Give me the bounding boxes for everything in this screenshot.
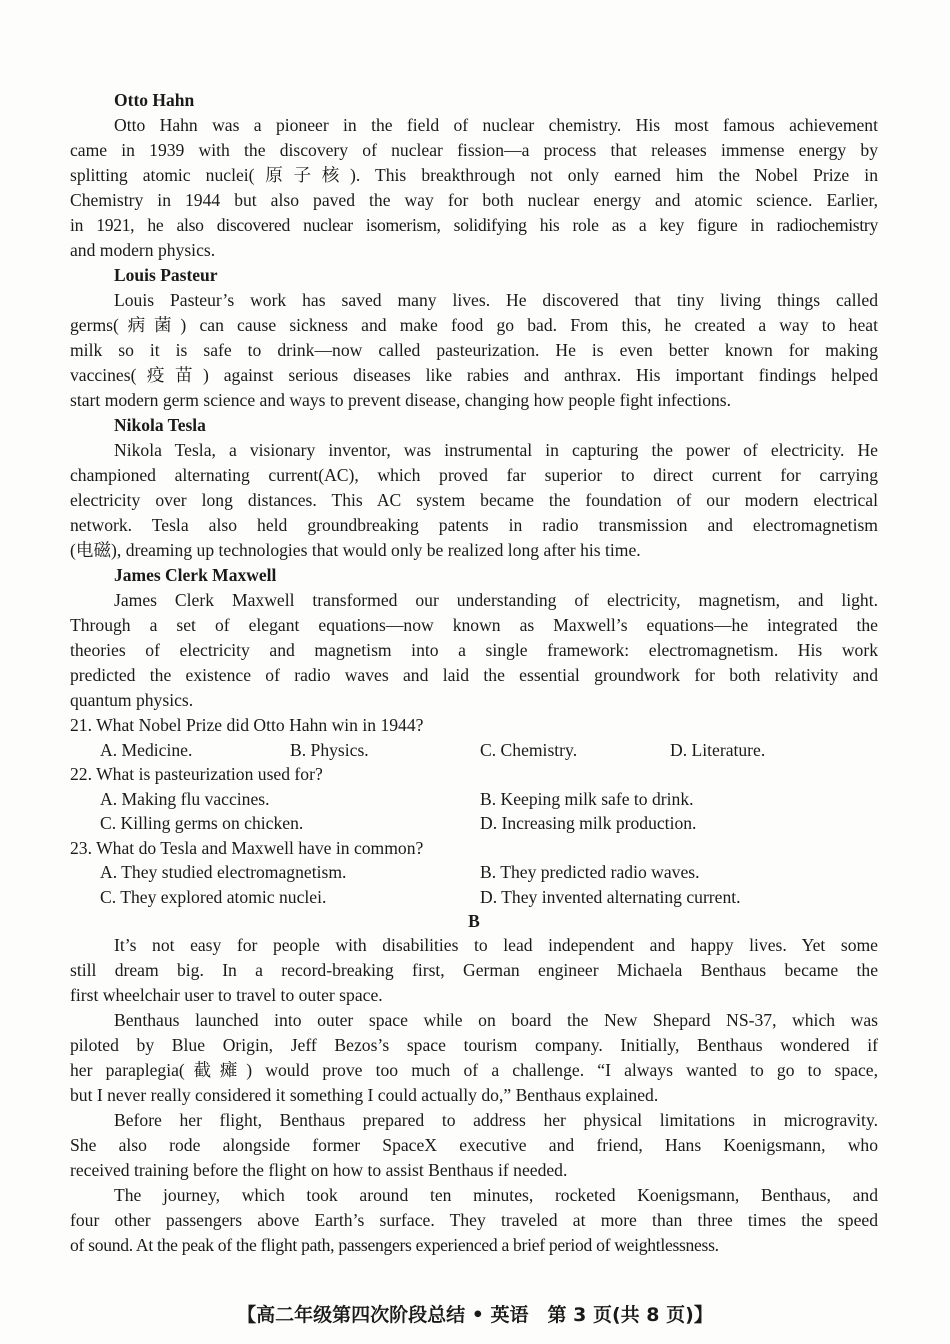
text-line: theories of electricity and magnetism into a single framework: electromagnetism. His work (70, 640, 878, 660)
section-heading: Louis Pasteur (114, 265, 218, 285)
question-22: 22. What is pasteurization used for? (70, 764, 323, 784)
option-a: A. Medicine. (100, 739, 193, 760)
question-21-options (70, 738, 878, 763)
option-a: A. They studied electromagnetism. (100, 862, 347, 882)
text-line: James Clerk Maxwell transformed our understanding of electricity, magnetism, and light. (114, 590, 878, 610)
text-line: germs(病菌) can cause sickness and make food go bad. From this, he created a way to heat (70, 315, 878, 335)
text-line: Chemistry in 1944 but also paved the way for both nuclear energy and atomic science. Earlier, (70, 190, 878, 210)
text-line: start modern germ science and ways to prevent disease, changing how people fight infections. (70, 390, 732, 410)
text-line: splitting atomic nuclei(原子核). This breakthrough not only earned him the Nobel Prize in (70, 165, 878, 185)
passage-b (70, 933, 878, 1258)
text-line: vaccines(疫苗) against serious diseases like rabies and anthrax. His important findings helped (70, 365, 878, 385)
text-line: (电磁), dreaming up technologies that would only be realized long after his time. (70, 540, 641, 560)
text-line: her paraplegia(截瘫) would prove too much of a challenge. “I always wanted to go to space, (70, 1060, 878, 1080)
text-line: Nikola Tesla, a visionary inventor, was instrumental in capturing the power of electricity. He (114, 440, 878, 460)
text-line: received training before the flight on how to assist Benthaus if needed. (70, 1160, 568, 1180)
text-line: came in 1939 with the discovery of nuclear fission—a process that releases immense energy by (70, 140, 878, 160)
text-line: in 1921, he also discovered nuclear isomerism, solidifying his role as a key figure in radiochemistry (70, 215, 878, 235)
section-james-clerk-maxwell (70, 563, 878, 713)
section-b-label: B (468, 911, 480, 931)
text-line: of sound. At the peak of the flight path, passengers experienced a brief period of weightlessness. (70, 1235, 719, 1255)
paragraph (70, 1008, 878, 1108)
paragraph (70, 1183, 878, 1258)
option-c: C. Killing germs on chicken. (100, 813, 304, 833)
questions (70, 713, 878, 909)
text-line: championed alternating current(AC), which proved far superior to direct current for carrying (70, 465, 878, 485)
text-line: predicted the existence of radio waves and laid the essential groundwork for both relativity and (70, 665, 878, 685)
text-line: Louis Pasteur’s work has saved many lives. He discovered that tiny living things called (114, 290, 878, 310)
text-line: electricity over long distances. This AC system became the foundation of our modern electrical (70, 490, 878, 510)
text-line: first wheelchair user to travel to outer space. (70, 985, 383, 1005)
section-heading: James Clerk Maxwell (114, 565, 277, 585)
section-heading: Otto Hahn (114, 90, 195, 110)
option-b: B. They predicted radio waves. (480, 862, 700, 882)
paragraph (70, 933, 878, 1008)
text-line: It’s not easy for people with disabilities to lead independent and happy lives. Yet some (114, 935, 878, 955)
question-23-options-row2 (70, 885, 878, 910)
text-line: Otto Hahn was a pioneer in the field of nuclear chemistry. His most famous achievement (114, 115, 878, 135)
option-b: B. Keeping milk safe to drink. (480, 788, 694, 809)
option-b: B. Physics. (290, 739, 369, 760)
option-a: A. Making flu vaccines. (100, 788, 270, 809)
option-c: C. Chemistry. (480, 739, 578, 760)
text-line: four other passengers above Earth’s surface. They traveled at more than three times the speed (70, 1210, 878, 1230)
text-line: and modern physics. (70, 240, 216, 260)
text-line: network. Tesla also held groundbreaking patents in radio transmission and electromagnetism (70, 515, 878, 535)
text-line: milk so it is safe to drink—now called pasteurization. He is even better known for making (70, 340, 878, 360)
option-d: D. Increasing milk production. (480, 813, 697, 833)
text-line: Benthaus launched into outer space while on board the New Shepard NS-37, which was (114, 1010, 878, 1030)
option-d: D. Literature. (670, 739, 766, 760)
text-line: Before her flight, Benthaus prepared to address her physical limitations in microgravity. (114, 1110, 878, 1130)
paragraph (70, 1108, 878, 1183)
text-line: piloted by Blue Origin, Jeff Bezos’s space tourism company. Initially, Benthaus wondered if (70, 1035, 878, 1055)
option-c: C. They explored atomic nuclei. (100, 886, 327, 907)
text-line: Through a set of elegant equations—now known as Maxwell’s equations—he integrated the (70, 615, 878, 635)
section-nikola-tesla (70, 413, 878, 563)
section-otto-hahn (70, 88, 878, 263)
text-line: The journey, which took around ten minutes, rocketed Koenigsmann, Benthaus, and (114, 1185, 878, 1205)
text-line: but I never really considered it something I could actually do,” Benthaus explained. (70, 1085, 659, 1105)
question-21: 21. What Nobel Prize did Otto Hahn win in 1944? (70, 715, 424, 735)
section-louis-pasteur (70, 263, 878, 413)
section-heading: Nikola Tesla (114, 415, 206, 435)
text-line: quantum physics. (70, 690, 194, 710)
question-22-options-row1 (70, 787, 878, 812)
page-footer: 【高二年级第四次阶段总结 • 英语 第 3 页(共 8 页)】 (237, 1304, 713, 1326)
option-d: D. They invented alternating current. (480, 886, 741, 907)
text-line: still dream big. In a record-breaking first, German engineer Michaela Benthaus became the (70, 960, 878, 980)
text-line: She also rode alongside former SpaceX executive and friend, Hans Koenigsmann, who (70, 1135, 878, 1155)
question-23-options-row1 (70, 860, 878, 885)
passage-a (70, 88, 878, 1258)
question-23: 23. What do Tesla and Maxwell have in common? (70, 837, 424, 858)
question-22-options-row2 (70, 811, 878, 836)
